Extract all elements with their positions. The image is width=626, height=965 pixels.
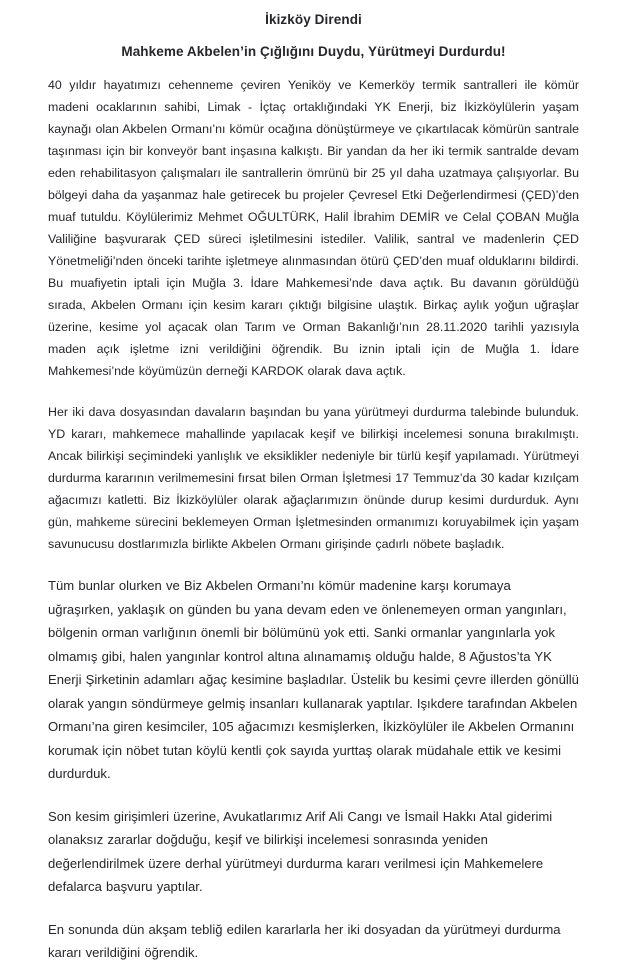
paragraph-final-decision: En sonunda dün akşam tebliğ edilen kararlarla her iki dosyadan da yürütmeyi durdurma kararı verildiğini öğrendik. [48, 921, 561, 960]
paragraph-stay-request-vigil: Her iki dava dosyasından davaların başından bu yana yürütmeyi durdurma talebinde bulunduk. YD kararı, mahkemece mahallinde yapılacak keşif ve bilirkişi incelemesi sonuna bırakılmıştı. Ancak bilirkişi seçimindeki yanlışlık ve eksiklikler nedeniyle bir türlü keşif yapılamadı. Yürütmeyi durdurma kararının verilmemesini fırsat bilen Orman İşletmesi 17 Temmuz’da 30 kadar kızılçam ağacımızı katletti. Biz İkizköylüler olarak ağaçlarımızın önünde durup kesimi durdurduk. Aynı gün, mahkeme sürecini beklemeyen Orman İşletmesinden ormanımızı koruyabilmek için yaşam savunucusu dostlarımızla birlikte Akbelen Ormanı girişinde çadırlı nöbete başladık. [48, 405, 579, 551]
paragraph-lawyers-applications: Son kesim girişimleri üzerine, Avukatlarımız Arif Ali Cangı ve İsmail Hakkı Atal giderimi olanaksız zararlar doğduğu, keşif ve bilirkişi incelemesi sonrasında yeniden değerlendirilmek üzere derhal yürütmeyi durdurma kararı verilmesi için Mahkemelere defalarca başvuru yaptılar. [48, 808, 553, 894]
document-body [48, 59, 579, 965]
document-subtitle: Mahkeme Akbelen’in Çığlığını Duydu, Yürütmeyi Durdurdu! [121, 44, 506, 59]
document-title: İkizköy Direndi [265, 12, 362, 27]
paragraph-forest-fires-cutting: Tüm bunlar olurken ve Biz Akbelen Ormanı’nı kömür madenine karşı korumaya uğraşırken, yaklaşık on günden bu yana devam eden ve önlenemeyen orman yangınları, bölgenin orman varlığının önemli bir bölümünü yok etti. Sanki ormanlar yangınlarla yok olmamış gibi, halen yangınlar kontrol altına alınamamış olduğu halde, 8 Ağustos’ta YK Enerji Şirketinin adamları ağaç kesimine başladılar. Üstelik bu kesimi çevre illerden gönüllü olarak yangın söndürmeye gelmiş insanları kullanarak yaptılar. Işıkdere tarafından Akbelen Ormanı’na giren kesimciler, 105 ağacımızı kesmişlerken, İkizköylüler ile Akbelen Ormanını korumak için nöbet tutan köylü kentli çok sayıda yurttaş olarak müdahale ettik ve kesimi durdurduk. [48, 578, 579, 781]
paragraph-history-lawsuits: 40 yıldır hayatımızı cehenneme çeviren Yeniköy ve Kemerköy termik santralleri ile kömür madeni ocaklarının sahibi, Limak - İçtaç ortaklığındaki YK Enerji, biz İkizköylülerin yaşam kaynağı olan Akbelen Ormanı’nı kömür ocağına dönüştürmeye ve çıkartılacak kömürün santrale taşınması için bir konveyör bant inşasına kalkıştı. Bir yandan da her iki termik santralde devam eden rehabilitasyon çalışmaları ile santrallerin ömrünü bir 25 yıl daha uzatmaya çalışıyorlar. Bu bölgeyi daha da yaşanmaz hale getirecek bu projeler Çevresel Etki Değerlendirmesi (ÇED)’den muaf tutuldu. Köylülerimiz Mehmet OĞULTÜRK, Halil İbrahim DEMİR ve Celal ÇOBAN Muğla Valiliğine başvurarak ÇED süreci işletilmesini istediler. Valilik, santral ve madenlerin ÇED Yönetmeliği’nden önceki tarihte işletmeye alınmasından ötürü ÇED’den muaf olduklarını bildirdi. Bu muafiyetin iptali için Muğla 3. İdare Mahkemesi’nde dava açtık. Bu davanın görüldüğü sırada, Akbelen Ormanı için kesim kararı çıktığı bilgisine ulaştık. Birkaç aylık yoğun uğraşlar üzerine, kesime yol açacak olan Tarım ve Orman Bakanlığı’nın 28.11.2020 tarihli yazısıyla maden açık işletme izni verildiğini öğrendik. Bu iznin iptali için de Muğla 1. İdare Mahkemesi’nde köyümüzün derneği KARDOK olarak dava açtık. [48, 78, 579, 378]
